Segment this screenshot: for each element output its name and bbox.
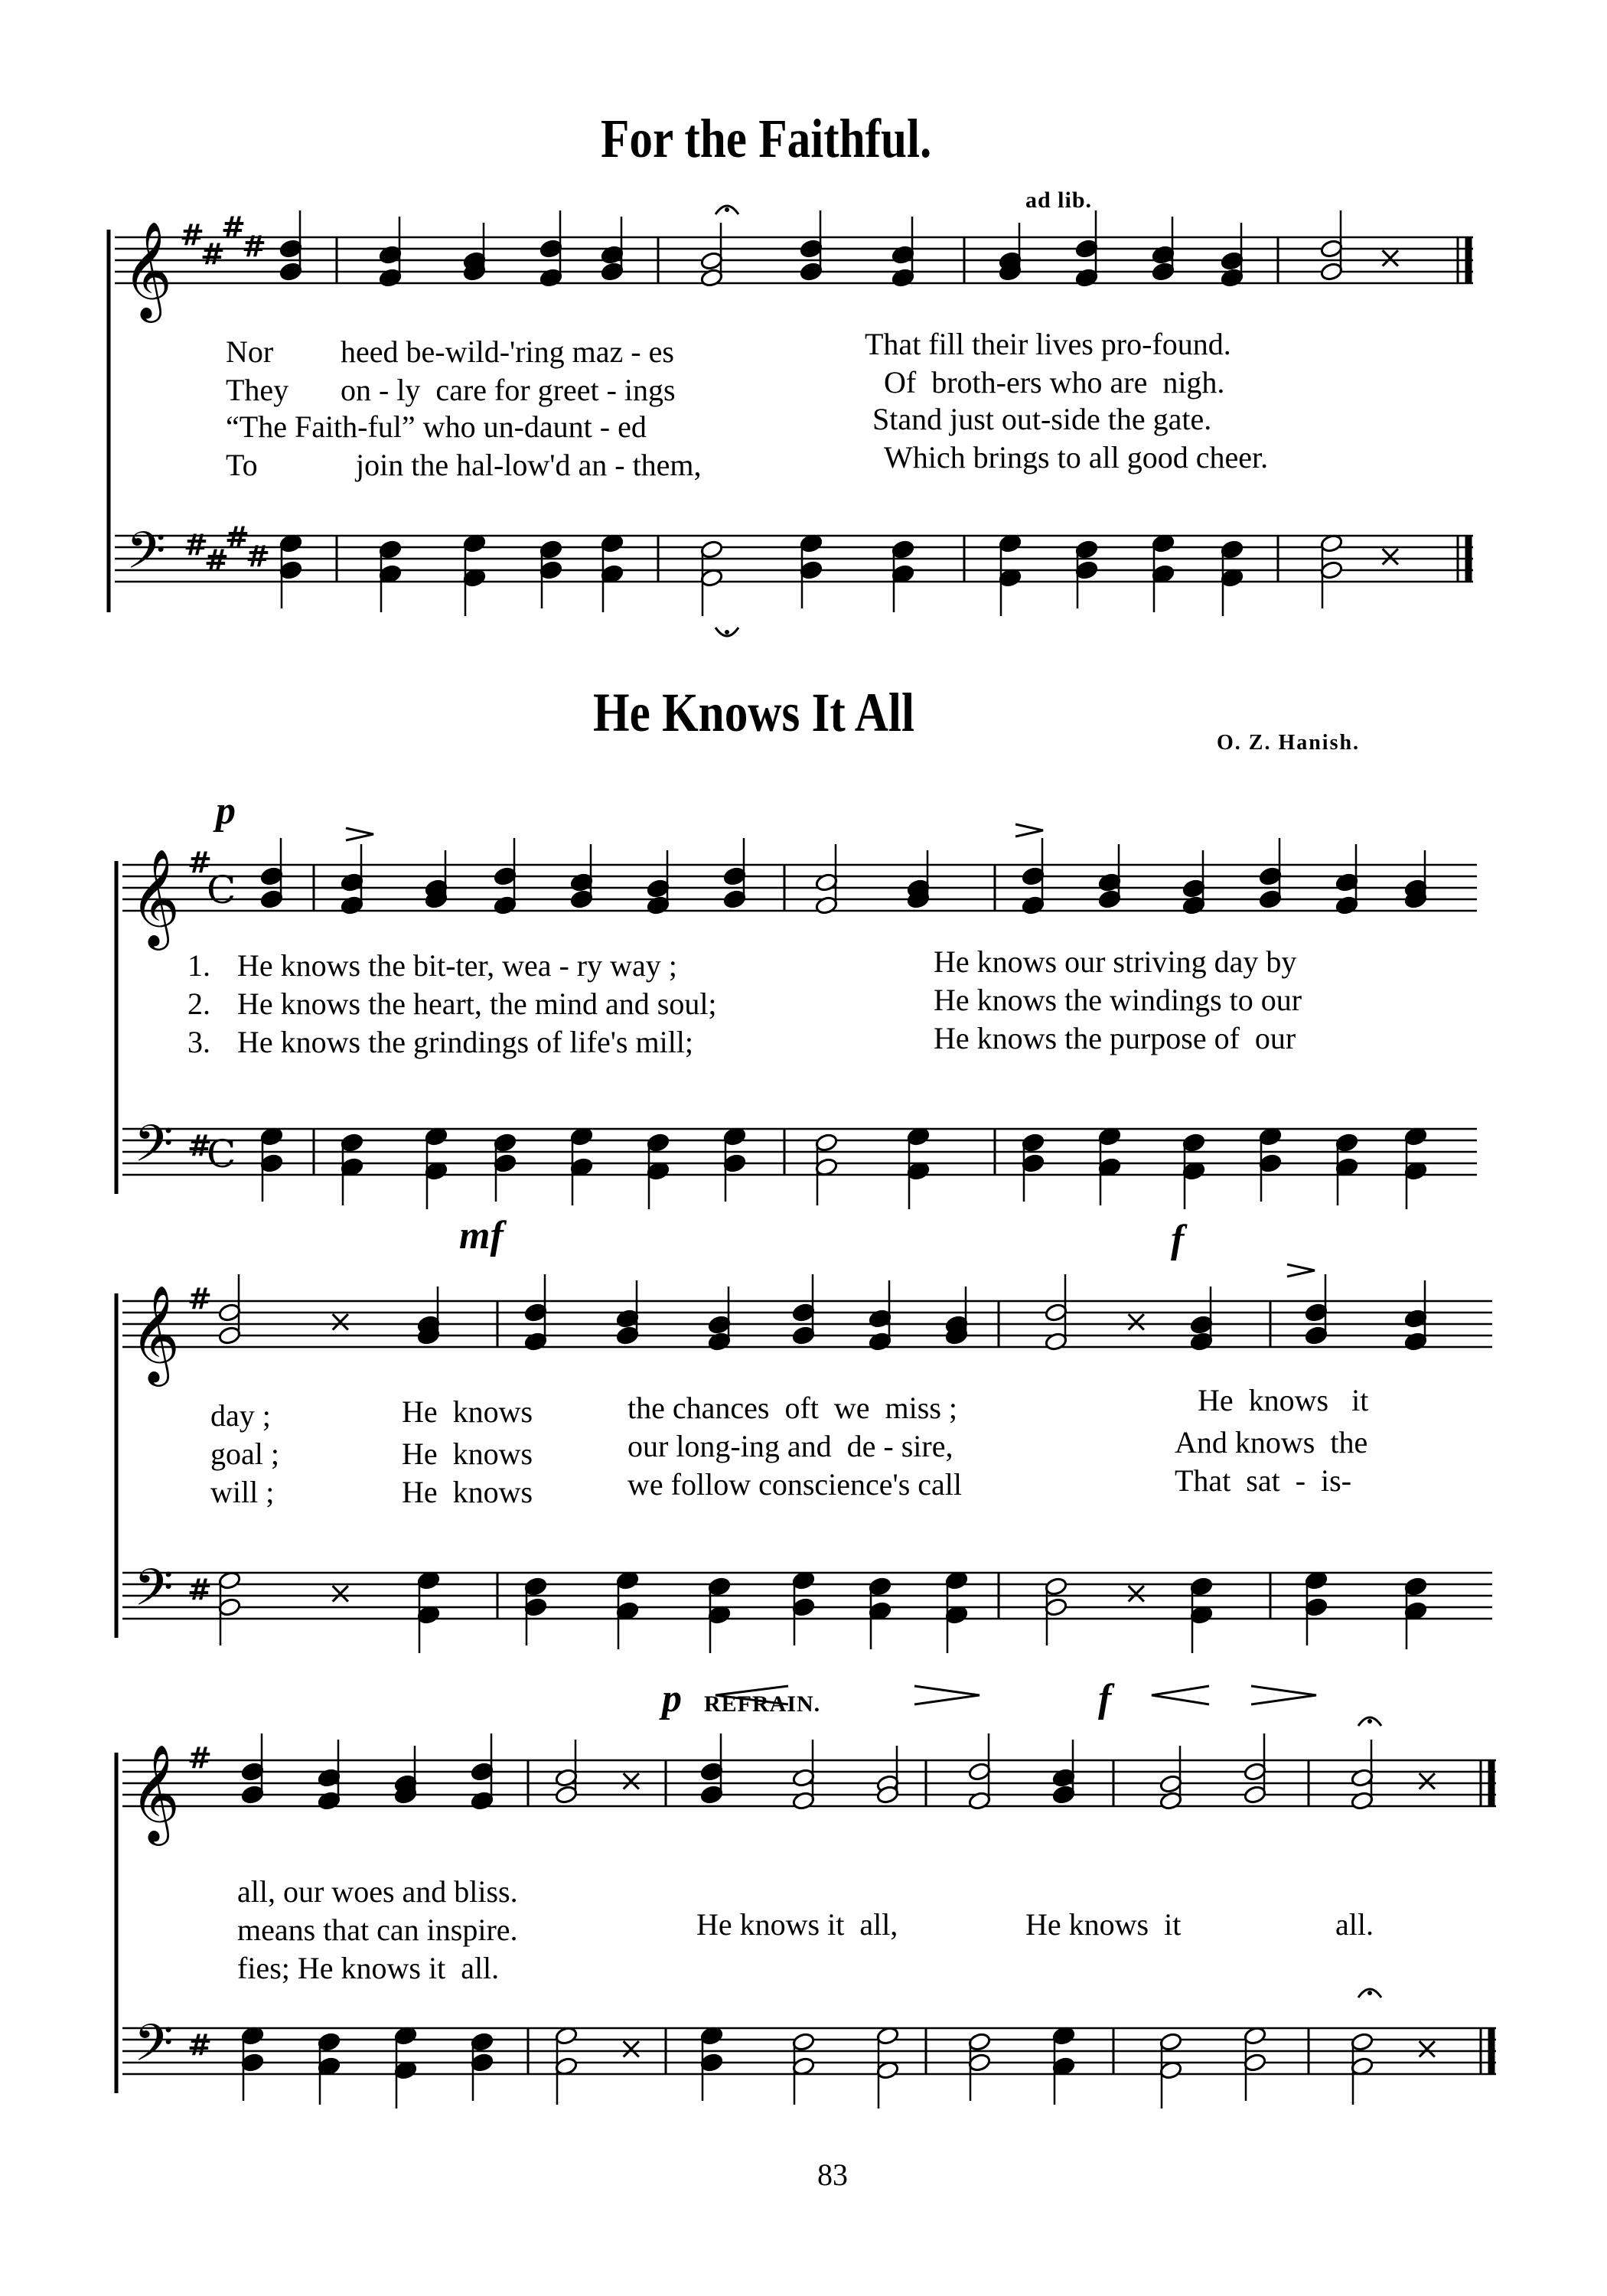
fermata-icon [725,630,729,634]
lyric-segment: Nor [226,334,274,369]
bass-clef-icon: 𝄢 [134,1558,174,1629]
note-head [279,262,303,282]
note-head [708,1577,732,1596]
note-head [815,1133,839,1153]
note-head [792,2032,816,2052]
lyric-segment: He knows it [1198,1383,1369,1417]
fermata-icon [725,207,729,212]
note-head [539,239,563,259]
note-head [1190,1315,1214,1335]
note-head [601,262,624,282]
note-head [1022,1133,1045,1153]
accent-mark [1015,824,1043,837]
verse-number: 1. [187,948,210,983]
note-head [570,889,594,909]
note-head [700,251,724,271]
lyric-segment: He knows [402,1394,533,1429]
note-head [968,2053,992,2073]
lyric-segment: the chances oft we miss ; [627,1391,957,1425]
lyric-segment: They [226,373,289,407]
hymn1-title: For the Faithful. [601,108,932,169]
accent-mark [346,828,373,840]
lyric-segment: And knows the [1175,1425,1368,1459]
rest-symbol: × [1377,539,1403,574]
hymn2-s3-verse-1: all, our woes and bliss. [237,1874,518,1909]
note-head [700,2053,724,2073]
note-head [968,1762,992,1782]
rest-symbol: × [618,1763,644,1799]
sharp-sign: # [187,2028,212,2062]
note-head [869,1577,892,1596]
note-head [260,889,284,909]
dynamic-f: f [1171,1218,1185,1261]
note-head [700,1785,724,1805]
note-head [647,1133,670,1153]
note-head [708,1315,732,1335]
note-head [700,540,724,559]
note-head [1221,540,1244,559]
note-head [800,239,823,259]
lyric-segment: He knows the windings to our [934,983,1302,1017]
decrescendo-hairpin [1251,1686,1316,1704]
note-head [1075,540,1099,559]
sharp-sign: # [221,210,246,244]
note-head [1305,1326,1328,1345]
note-head [218,1597,242,1617]
note-head [1259,866,1283,886]
note-head [524,1597,548,1617]
rest-symbol: × [1123,1304,1149,1339]
note-head [1221,251,1244,271]
lyric-segment: He knows it [1025,1907,1182,1942]
note-head [800,262,823,282]
rest-symbol: × [1377,240,1403,276]
lyric-segment: That sat - is- [1175,1463,1352,1498]
crescendo-hairpin [715,1686,788,1704]
note-head [1351,2032,1374,2052]
lyric-segment: He knows it all, [696,1907,898,1942]
note-head [647,879,670,899]
lyric-segment: He knows [402,1437,533,1471]
lyric-segment: He knows [402,1475,533,1509]
lyric-segment: on - ly care for greet - ings [341,373,676,407]
note-head [241,1785,265,1805]
lyric-segment: we follow conscience's call [627,1467,963,1502]
note-head [524,1303,548,1322]
note-head [1075,560,1099,580]
sharp-sign: # [187,1741,212,1775]
accent-mark [1287,1264,1315,1277]
note-head [524,1577,548,1596]
note-head [471,2053,494,2073]
note-head [1045,1303,1068,1322]
sharp-sign: # [187,1573,212,1606]
treble-clef-icon: 𝄞 [130,1284,181,1382]
note-head [1045,1597,1068,1617]
note-head [241,2053,265,2073]
note-head [1320,560,1344,580]
note-head [1159,1774,1183,1794]
note-head [723,889,747,909]
note-head [1244,1785,1267,1805]
rest-symbol: × [1123,1576,1149,1611]
fermata-icon [1367,1719,1372,1724]
sharp-sign: # [184,528,208,562]
note-head [471,1762,494,1782]
lyric-segment: That fill their lives pro-found. [865,327,1231,361]
note-head [792,1597,816,1617]
rest-symbol: × [328,1304,354,1339]
treble-clef-icon: 𝄞 [130,1743,181,1841]
note-head [471,2032,494,2052]
note-head [723,866,747,886]
note-head [1244,1762,1267,1782]
sharp-sign: # [246,540,270,573]
note-head [1075,239,1099,259]
note-head [494,1133,517,1153]
bass-clef-icon: 𝄢 [134,2014,174,2085]
lyric-segment: He knows the purpose of our [934,1021,1296,1055]
lyric-segment: He knows our striving day by [934,944,1297,979]
treble-clef-icon: 𝄞 [122,220,173,318]
lyric-segment: heed be-wild-'ring maz - es [341,334,674,369]
crescendo-hairpin [1152,1686,1209,1704]
lyric-segment: He knows the heart, the mind and soul; [237,987,717,1021]
note-head [1320,262,1344,282]
dynamic-mf: mf [459,1214,504,1257]
dynamic-p-start: p [216,789,236,833]
note-head [1335,1133,1359,1153]
note-head [792,1303,816,1322]
rest-symbol: × [1414,1763,1440,1799]
sharp-sign: # [204,543,229,577]
hymn2-s3-verse-2: means that can inspire. [237,1913,518,1947]
lyric-segment: our long-ing and de - sire, [627,1429,953,1463]
lyric-segment: To [226,448,258,482]
note-head [494,1153,517,1173]
note-head [892,540,915,559]
sharp-sign: # [225,520,249,554]
note-head [616,1326,640,1345]
note-head [800,560,823,580]
bass-clef-icon: 𝄢 [126,521,166,592]
lyric-segment: He knows the bit-ter, wea - ry way ; [237,948,677,983]
note-head [241,1762,265,1782]
note-head [555,1785,579,1805]
dynamic-p-refrain: p [662,1677,682,1720]
sharp-sign: # [180,218,204,252]
note-head [341,1133,364,1153]
rest-symbol: × [1414,2031,1440,2066]
lyric-segment: He knows the grindings of life's mill; [237,1025,694,1059]
time-signature: C [207,868,236,912]
lyric-segment: will ; [210,1475,275,1509]
note-head [218,1326,242,1345]
page-number: 83 [817,2157,848,2192]
note-head [968,2032,992,2052]
note-head [260,1153,284,1173]
ad-lib-mark: ad lib. [1025,188,1093,213]
note-head [792,1326,816,1345]
note-head [1259,889,1283,909]
lyric-segment: goal ; [210,1437,279,1471]
note-head [1182,879,1206,899]
note-head [1320,239,1344,259]
lyric-segment: day ; [210,1398,271,1433]
note-head [1190,1577,1214,1596]
note-head [318,2032,341,2052]
hymn2-title: He Knows It All [593,682,914,743]
note-head [379,540,403,559]
sharp-sign: # [187,1129,212,1163]
composer-credit: O. Z. Hanish. [1217,731,1361,755]
lyric-segment: join the hal-low'd an - them, [356,448,702,482]
sharp-sign: # [187,1282,212,1316]
note-head [218,1303,242,1322]
sharp-sign: # [187,846,212,879]
note-head [723,1153,747,1173]
note-head [1022,866,1045,886]
hymn2-s3-verse-3: fies; He knows it all. [237,1951,500,1985]
verse-number: 3. [187,1025,210,1059]
lyric-segment: Stand just out-side the gate. [872,402,1212,436]
note-head [260,866,284,886]
dynamic-f-refrain: f [1098,1677,1112,1720]
lyric-segment: Of broth-ers who are nigh. [884,365,1225,400]
note-head [279,239,303,259]
decrescendo-hairpin [914,1686,980,1704]
sharp-sign: # [242,230,266,263]
note-head [1022,1153,1045,1173]
fermata-icon [1367,1991,1372,1995]
refrain-label: REFRAIN. [704,1691,821,1717]
lyric-segment: Which brings to all good cheer. [884,440,1269,475]
rest-symbol: × [328,1576,354,1611]
note-head [494,866,517,886]
note-head [1098,889,1122,909]
sharp-sign: # [200,237,225,271]
verse-number: 2. [187,987,210,1021]
note-head [1152,262,1175,282]
time-signature: C [207,1132,236,1176]
rest-symbol: × [618,2031,644,2066]
bass-clef-icon: 𝄢 [134,1114,174,1186]
note-head [1159,2032,1183,2052]
note-head [1259,1153,1283,1173]
note-head [1045,1577,1068,1596]
note-head [1404,1577,1428,1596]
note-head [700,1762,724,1782]
note-head [1182,1133,1206,1153]
note-head [1052,1785,1076,1805]
note-head [279,560,303,580]
note-head [1244,2053,1267,2073]
lyric-segment: “The Faith-ful” who un-daunt - ed [226,409,647,444]
lyric-segment: all. [1335,1907,1374,1942]
note-head [1305,1597,1328,1617]
note-head [539,540,563,559]
treble-clef-icon: 𝄞 [130,848,181,946]
note-head [539,560,563,580]
note-head [1305,1303,1328,1322]
